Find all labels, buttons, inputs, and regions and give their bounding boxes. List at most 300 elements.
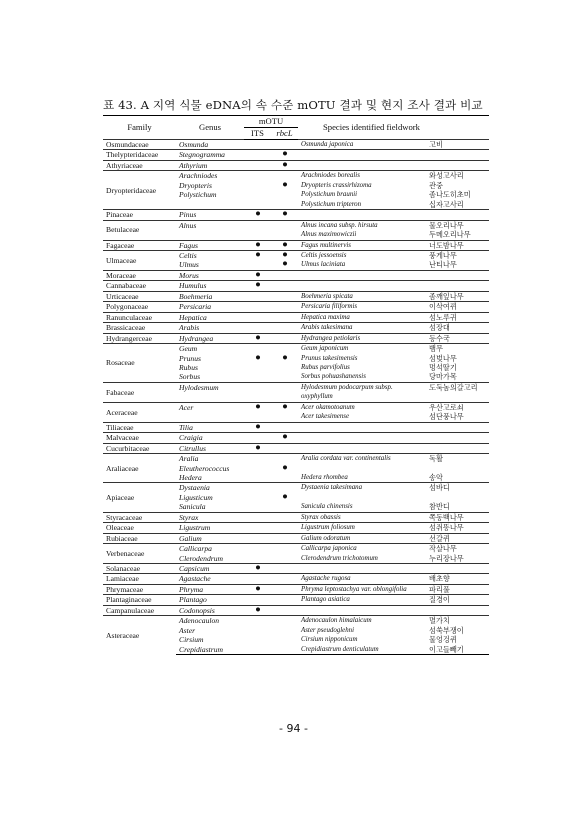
its-cell — [244, 483, 271, 493]
rbcl-cell — [271, 190, 298, 199]
its-cell — [244, 422, 271, 432]
table-body — [103, 140, 489, 655]
family-cell: Cannabaceae — [103, 281, 176, 291]
genus-cell: Geum — [176, 344, 244, 354]
table-row — [103, 270, 489, 280]
genus-cell: Arabis — [176, 323, 244, 333]
its-cell — [244, 443, 271, 453]
detected-dot-icon: ● — [255, 563, 261, 574]
rbcl-cell — [271, 554, 298, 564]
species-cell: Sanicula chinensis — [301, 503, 353, 511]
genus-cell: Ligusticum — [179, 492, 213, 502]
genus-cell: Polystichum — [179, 190, 217, 200]
its-cell — [244, 645, 271, 655]
its-cell — [244, 473, 271, 483]
family-cell: Malvaceae — [103, 433, 176, 443]
its-cell — [244, 412, 271, 422]
table-row — [103, 483, 489, 493]
rbcl-cell — [271, 473, 298, 483]
korean-name-cell — [426, 210, 489, 220]
family-cell: Thelypteridaceae — [103, 150, 176, 160]
its-cell — [244, 260, 271, 270]
species-cell — [298, 443, 426, 453]
korean-name-cell: 누리장나무 — [429, 553, 464, 563]
detected-dot-icon: ● — [255, 605, 261, 615]
genus-cell: Ligustrum — [176, 523, 244, 533]
genus-cell: Crepidiastrum — [176, 645, 244, 655]
family-cell: Araliaceae — [103, 454, 176, 483]
species-cell: Styrax obassis — [298, 512, 426, 522]
detected-dot-icon: ● — [282, 402, 288, 412]
family-cell: Ulmaceae — [103, 250, 176, 270]
korean-name-cell — [426, 433, 489, 443]
its-cell — [244, 181, 271, 190]
detected-dot-icon: ● — [282, 149, 288, 160]
genus-cell: Ulmus — [179, 260, 199, 270]
comparison-table — [103, 115, 489, 655]
korean-name-cell: 섬벚나무 — [429, 353, 457, 363]
species-cell: Aster pseudoglehni — [301, 626, 355, 634]
korean-name-cell — [426, 392, 489, 402]
its-cell — [244, 564, 271, 574]
its-cell — [244, 454, 271, 464]
family-cell: Moraceae — [103, 270, 176, 280]
korean-name-cell: 당마가목 — [429, 372, 457, 382]
family-cell: Rubiaceae — [103, 533, 176, 543]
korean-name-cell — [426, 493, 489, 502]
species-cell — [298, 493, 426, 502]
korean-name-cell: 난티나무 — [429, 260, 457, 270]
table-row — [103, 512, 489, 522]
header-species: Species identified fieldwork — [298, 116, 489, 140]
its-cell — [244, 512, 271, 522]
genus-cell: Prunus — [179, 353, 201, 363]
table-row — [103, 344, 489, 354]
its-cell — [244, 616, 271, 626]
species-cell — [298, 270, 426, 280]
species-cell: Polystichum tripteron — [301, 200, 362, 208]
detected-dot-icon: ● — [255, 353, 261, 363]
table-row — [103, 382, 489, 392]
its-cell — [244, 402, 271, 412]
genus-cell: Agastache — [176, 574, 244, 584]
rbcl-cell — [271, 171, 298, 181]
table-row — [103, 523, 489, 533]
detected-dot-icon: ● — [255, 443, 261, 453]
header-its: ITS — [244, 128, 271, 140]
rbcl-cell — [271, 200, 298, 210]
table-caption: 표 43. A 지역 식물 eDNA의 속 수준 mOTU 결과 및 현지 조사 결과 비교 — [103, 98, 483, 112]
korean-name-cell — [426, 605, 489, 615]
korean-name-cell: 섬바디 — [426, 483, 489, 493]
family-cell: Urticaceae — [103, 291, 176, 301]
rbcl-cell — [271, 270, 298, 280]
korean-name-cell: 배초향 — [426, 574, 489, 584]
family-cell: Styracaceae — [103, 512, 176, 522]
genus-cell: Rubus — [179, 362, 198, 372]
rbcl-cell — [271, 564, 298, 574]
table-row — [103, 595, 489, 605]
table-row — [103, 564, 489, 574]
species-cell: Geum japonicum — [298, 344, 426, 354]
its-cell — [244, 554, 271, 564]
table-row — [103, 454, 489, 464]
genus-cell: Plantago — [176, 595, 244, 605]
species-cell — [298, 564, 426, 574]
detected-dot-icon: ● — [255, 402, 261, 412]
korean-name-cell: 섬쥐똥나무 — [426, 523, 489, 533]
genus-cell: Clerodendrum — [179, 553, 224, 563]
detected-dot-icon: ● — [282, 240, 288, 250]
genus-cell: Hydrangea — [176, 333, 244, 343]
korean-name-cell — [426, 160, 489, 170]
detected-dot-icon: ● — [282, 250, 288, 260]
its-cell — [244, 270, 271, 280]
header-genus: Genus — [176, 116, 244, 140]
table-row — [103, 302, 489, 312]
genus-cell: Sorbus — [179, 372, 201, 382]
detected-dot-icon: ● — [255, 270, 261, 280]
family-cell: Fagaceae — [103, 240, 176, 250]
genus-cell: Cirsium — [179, 635, 204, 645]
its-cell — [244, 302, 271, 312]
table-row — [103, 240, 489, 250]
its-cell — [244, 160, 271, 170]
detected-dot-icon: ● — [282, 492, 288, 502]
rbcl-cell — [271, 493, 298, 502]
genus-cell: Alnus — [176, 220, 244, 230]
its-cell — [244, 250, 271, 260]
table-row — [103, 323, 489, 333]
korean-name-cell: 섬단풍나무 — [429, 412, 464, 422]
its-cell — [244, 533, 271, 543]
korean-name-cell: 등수국 — [426, 333, 489, 343]
rbcl-cell — [271, 483, 298, 493]
its-cell — [244, 626, 271, 635]
species-cell: Alnus maximowiczii — [301, 231, 357, 239]
its-cell — [244, 544, 271, 554]
detected-dot-icon: ● — [255, 584, 261, 594]
its-cell — [244, 281, 271, 291]
korean-name-cell: 십자고사리 — [429, 199, 464, 209]
family-cell: Solanaceae — [103, 564, 176, 574]
genus-cell — [176, 230, 244, 240]
species-cell: oxyphyllum — [301, 393, 333, 401]
rbcl-cell — [271, 240, 298, 250]
species-cell — [298, 422, 426, 432]
genus-cell: Styrax — [176, 512, 244, 522]
its-cell — [244, 333, 271, 343]
genus-cell: Aster — [179, 625, 196, 635]
species-cell: Polystichum braunii — [301, 191, 358, 199]
family-cell: Apiaceae — [103, 483, 176, 512]
rbcl-cell — [271, 140, 298, 150]
korean-name-cell: 작살나무 — [426, 544, 489, 554]
genus-cell: Morus — [176, 270, 244, 280]
genus-cell: Celtis — [176, 250, 244, 260]
korean-name-cell: 멍석딸기 — [429, 362, 457, 372]
family-cell: Asteraceae — [103, 616, 176, 655]
korean-name-cell: 이삭여뀌 — [426, 302, 489, 312]
its-cell — [244, 140, 271, 150]
its-cell — [244, 382, 271, 392]
detected-dot-icon: ● — [255, 240, 261, 250]
species-cell: Agastache rugosa — [298, 574, 426, 584]
rbcl-cell — [271, 323, 298, 333]
detected-dot-icon: ● — [282, 260, 288, 270]
rbcl-cell — [271, 230, 298, 240]
species-cell: Adenocaulon himalaicum — [298, 616, 426, 626]
family-cell: Brassicaceae — [103, 323, 176, 333]
genus-cell — [176, 392, 244, 402]
korean-name-cell — [426, 281, 489, 291]
table-row — [103, 333, 489, 343]
its-cell — [244, 210, 271, 220]
korean-name-cell: 뱀무 — [426, 344, 489, 354]
its-cell — [244, 323, 271, 333]
table-row — [103, 433, 489, 443]
rbcl-cell — [271, 605, 298, 615]
its-cell — [244, 635, 271, 644]
table-row — [103, 171, 489, 181]
header-family: Family — [103, 116, 176, 140]
genus-cell: Eleutherococcus — [179, 463, 230, 473]
species-cell: Aralia cordata var. continentalis — [298, 454, 426, 464]
species-cell: Hepatica maxima — [298, 312, 426, 322]
korean-name-cell: 관중 — [429, 180, 443, 190]
table-row — [103, 281, 489, 291]
its-cell — [244, 363, 271, 372]
species-cell: Phryma leptostachya var. oblongifolia — [298, 584, 426, 594]
genus-cell: Hedera — [179, 472, 202, 482]
rbcl-cell — [271, 616, 298, 626]
species-cell: Alnus incana subsp. hirsuta — [298, 220, 426, 230]
its-cell — [244, 605, 271, 615]
species-cell: Rubus parvifolius — [301, 363, 350, 371]
rbcl-cell — [271, 544, 298, 554]
its-cell — [244, 464, 271, 473]
genus-cell: Pinus — [176, 210, 244, 220]
korean-name-cell: 물오리나무 — [426, 220, 489, 230]
genus-cell: Sanicula — [179, 502, 206, 512]
genus-cell: Galium — [176, 533, 244, 543]
family-cell: Cucurbitaceae — [103, 443, 176, 453]
family-cell: Rosaceae — [103, 344, 176, 383]
family-cell: Aceraceae — [103, 402, 176, 422]
species-cell — [298, 281, 426, 291]
korean-name-cell: 풍게나무 — [426, 250, 489, 260]
species-cell: Clerodendrum trichotomum — [301, 554, 378, 562]
genus-cell: Stegnogramma — [176, 150, 244, 160]
species-cell: Dryopteris crassirhizoma — [301, 181, 372, 189]
genus-cell: Aralia — [176, 454, 244, 464]
species-cell: Hydrangea petiolaris — [298, 333, 426, 343]
its-cell — [244, 523, 271, 533]
detected-dot-icon: ● — [282, 353, 288, 363]
family-cell: Tiliaceae — [103, 422, 176, 432]
korean-name-cell: 송악 — [429, 472, 443, 482]
species-cell: Cirsium nipponicum — [301, 636, 358, 644]
species-cell: Acer okamotoanum — [298, 402, 426, 412]
family-cell: Polygonaceae — [103, 302, 176, 312]
species-cell: Ulmus laciniata — [301, 261, 346, 269]
korean-name-cell: 두메오리나무 — [429, 230, 471, 240]
genus-cell: Adenocaulon — [176, 616, 244, 626]
its-cell — [244, 433, 271, 443]
rbcl-cell — [271, 412, 298, 422]
detected-dot-icon: ● — [255, 422, 261, 432]
its-cell — [244, 291, 271, 301]
family-cell: Dryopteridaceae — [103, 171, 176, 210]
rbcl-cell — [271, 210, 298, 220]
detected-dot-icon: ● — [255, 209, 261, 220]
genus-cell: Hepatica — [176, 312, 244, 322]
rbcl-cell — [271, 512, 298, 522]
table-row — [103, 533, 489, 543]
its-cell — [244, 312, 271, 322]
table-row — [103, 616, 489, 626]
korean-name-cell: 우산고로쇠 — [426, 402, 489, 412]
rbcl-cell — [271, 635, 298, 644]
genus-cell: Persicaria — [176, 302, 244, 312]
genus-cell: Codonopsis — [176, 605, 244, 615]
genus-cell — [176, 200, 244, 210]
korean-name-cell: 독활 — [426, 454, 489, 464]
rbcl-cell — [271, 291, 298, 301]
family-cell: Plantaginaceae — [103, 595, 176, 605]
table-row — [103, 210, 489, 220]
korean-name-cell: 질경이 — [426, 595, 489, 605]
rbcl-cell — [271, 260, 298, 270]
table-row — [103, 291, 489, 301]
table-row — [103, 605, 489, 615]
family-cell: Athyriaceae — [103, 160, 176, 170]
species-cell: Hylodesmum podocarpum subsp. — [298, 382, 426, 392]
detected-dot-icon: ● — [255, 280, 261, 291]
table-row — [103, 544, 489, 554]
species-cell: Celtis jessoensis — [298, 250, 426, 260]
table-row — [103, 312, 489, 322]
its-cell — [244, 574, 271, 584]
its-cell — [244, 595, 271, 605]
its-cell — [244, 493, 271, 502]
rbcl-cell — [271, 344, 298, 354]
korean-name-cell: 멸가치 — [426, 616, 489, 626]
rbcl-cell — [271, 333, 298, 343]
rbcl-cell — [271, 372, 298, 382]
table-row — [103, 150, 489, 160]
species-cell: Hedera rhombea — [301, 473, 348, 481]
header-motu: mOTU — [244, 116, 298, 128]
rbcl-cell — [271, 502, 298, 512]
korean-name-cell: 와성고사리 — [426, 171, 489, 181]
genus-cell: Osmunda — [176, 140, 244, 150]
its-cell — [244, 220, 271, 230]
rbcl-cell — [271, 220, 298, 230]
species-cell: Prunus takesimensis — [301, 354, 358, 362]
rbcl-cell — [271, 422, 298, 432]
rbcl-cell — [271, 160, 298, 170]
korean-name-cell — [426, 150, 489, 160]
detected-dot-icon: ● — [282, 432, 288, 443]
family-cell: Verbenaceae — [103, 544, 176, 564]
genus-cell: Arachniodes — [176, 171, 244, 181]
rbcl-cell — [271, 250, 298, 260]
species-cell — [298, 210, 426, 220]
family-cell: Oleaceae — [103, 523, 176, 533]
genus-cell: Athyrium — [176, 160, 244, 170]
species-cell — [298, 605, 426, 615]
species-cell — [298, 150, 426, 160]
species-cell — [298, 464, 426, 473]
family-cell: Lamiaceae — [103, 574, 176, 584]
genus-cell: Craigia — [176, 433, 244, 443]
species-cell: Arachniodes borealis — [298, 171, 426, 181]
species-cell: Arabis takesimana — [298, 323, 426, 333]
korean-name-cell: 선갈퀴 — [426, 533, 489, 543]
its-cell — [244, 240, 271, 250]
its-cell — [244, 150, 271, 160]
detected-dot-icon: ● — [282, 160, 288, 170]
its-cell — [244, 230, 271, 240]
rbcl-cell — [271, 363, 298, 372]
species-cell: Boehmeria spicata — [298, 291, 426, 301]
page-number: - 94 - — [279, 722, 308, 735]
rbcl-cell — [271, 443, 298, 453]
species-cell: Sorbus pohuashanensis — [301, 373, 366, 381]
detected-dot-icon: ● — [255, 333, 261, 343]
rbcl-cell — [271, 312, 298, 322]
table-row — [103, 160, 489, 170]
genus-cell — [176, 412, 244, 422]
genus-cell: Tilia — [176, 422, 244, 432]
rbcl-cell — [271, 595, 298, 605]
genus-cell: Humulus — [176, 281, 244, 291]
genus-cell: Dystaenia — [176, 483, 244, 493]
species-cell: Fagus multinervis — [298, 240, 426, 250]
rbcl-cell — [271, 574, 298, 584]
family-cell: Betulaceae — [103, 220, 176, 240]
table-row — [103, 574, 489, 584]
species-cell: Persicaria filiformis — [298, 302, 426, 312]
its-cell — [244, 372, 271, 382]
species-cell: Ligustrum foliosum — [298, 523, 426, 533]
korean-name-cell: 섬노루귀 — [426, 312, 489, 322]
rbcl-cell — [271, 354, 298, 363]
family-cell: Phrymaceae — [103, 584, 176, 594]
rbcl-cell — [271, 402, 298, 412]
rbcl-cell — [271, 281, 298, 291]
rbcl-cell — [271, 533, 298, 543]
table-row — [103, 402, 489, 412]
genus-cell: Boehmeria — [176, 291, 244, 301]
family-cell: Ranunculaceae — [103, 312, 176, 322]
rbcl-cell — [271, 392, 298, 402]
table-row — [103, 443, 489, 453]
korean-name-cell: 파리풀 — [426, 584, 489, 594]
rbcl-cell — [271, 382, 298, 392]
genus-cell: Citrullus — [176, 443, 244, 453]
korean-name-cell: 섬장대 — [426, 323, 489, 333]
family-cell: Campanulaceae — [103, 605, 176, 615]
species-cell: Dystaenia takesimana — [298, 483, 426, 493]
its-cell — [244, 190, 271, 199]
its-cell — [244, 171, 271, 181]
species-cell: Plantago asiatica — [298, 595, 426, 605]
korean-name-cell — [426, 564, 489, 574]
korean-name-cell — [426, 443, 489, 453]
its-cell — [244, 584, 271, 594]
